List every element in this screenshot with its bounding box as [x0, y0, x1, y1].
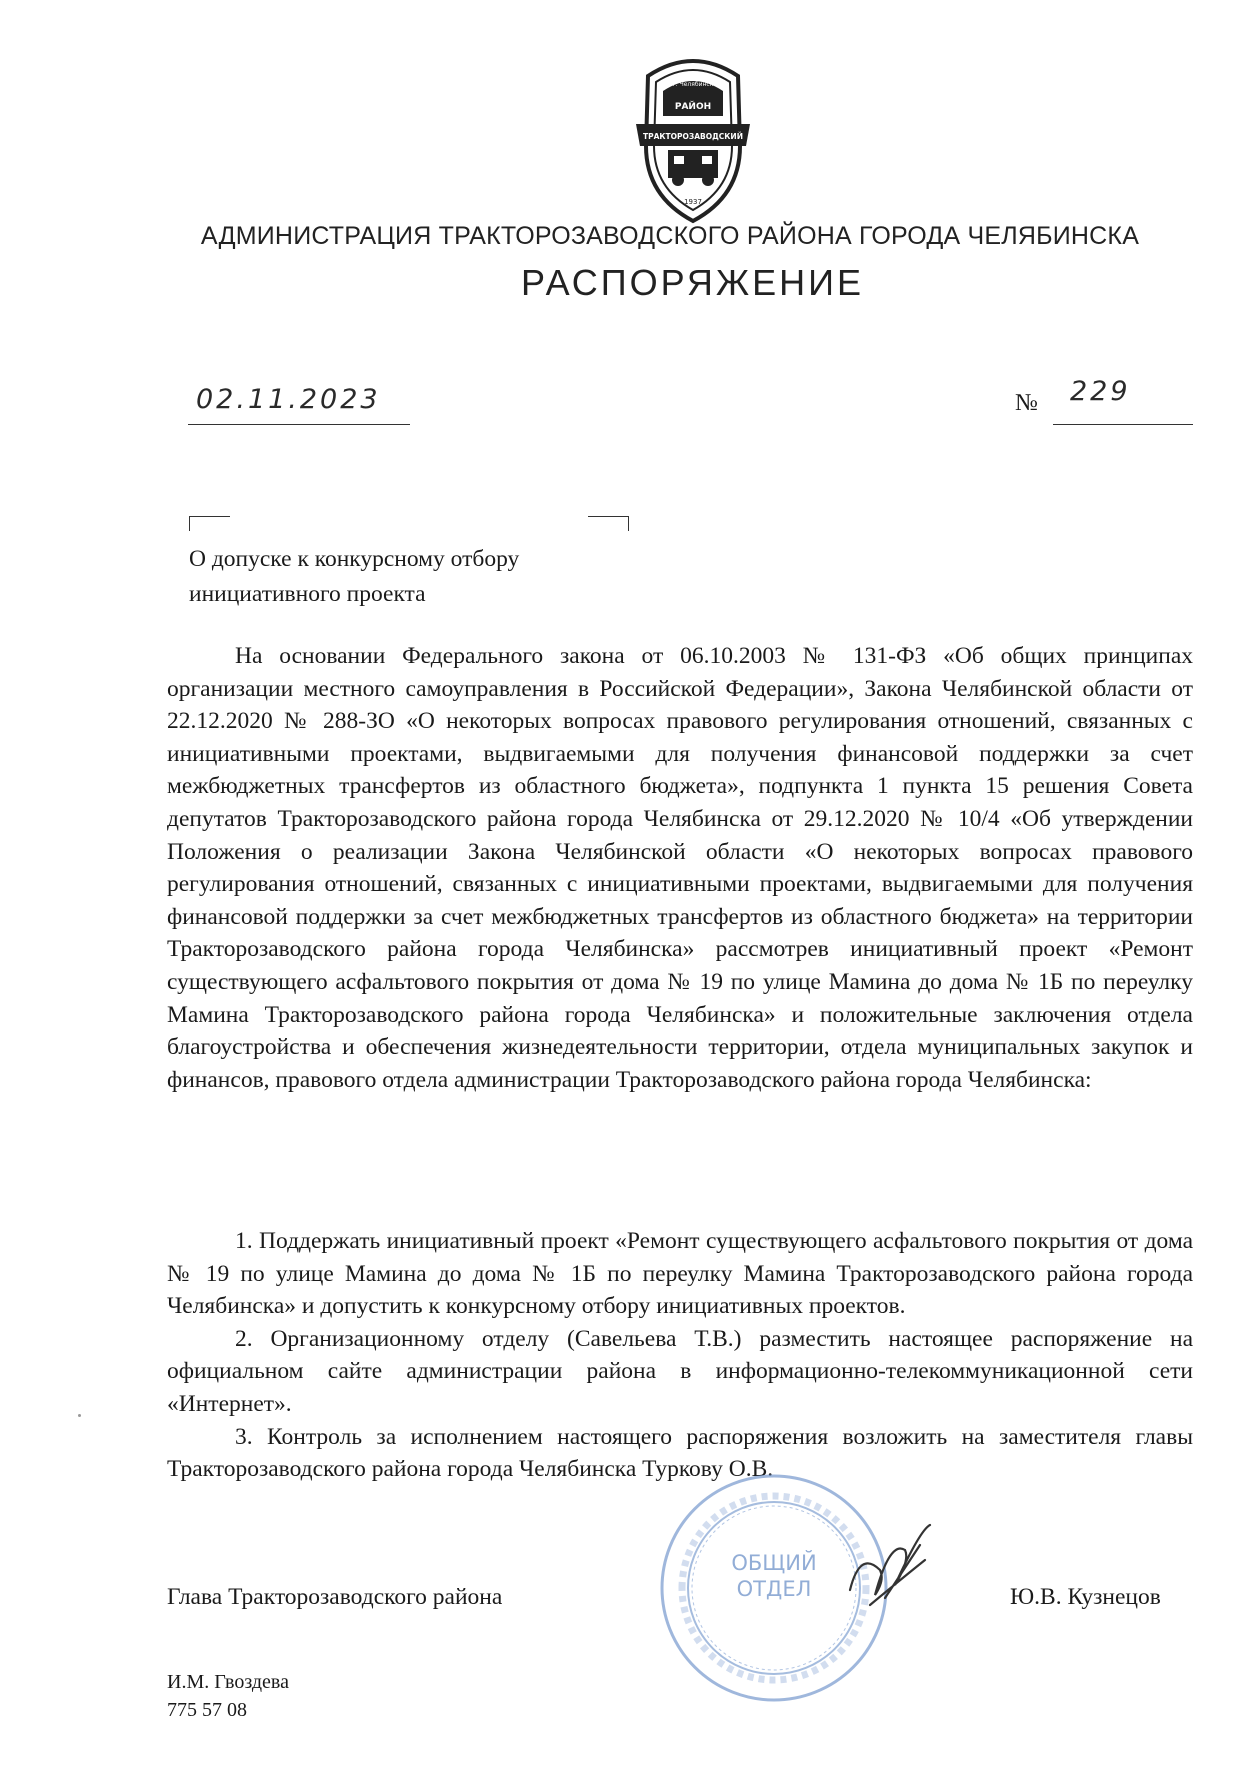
scan-artifact — [78, 1414, 81, 1417]
executor-name: И.М. Гвоздева — [167, 1671, 289, 1693]
document-subject — [189, 542, 629, 612]
order-item-1: 1. Поддержать инициативный проект «Ремонт существующего асфальтового покрытия от дома № 19 по улице Мамина до дома № 1Б по переулку Мамина Тракторозаводского района города Челябинска» и допустить к конкурсному отбору инициативных проектов. — [167, 1228, 1193, 1320]
emblem-caption: г. Челябинск — [672, 81, 714, 88]
document-type: РАСПОРЯЖЕНИЕ — [520, 262, 865, 303]
subject-corner-right — [588, 516, 629, 531]
emblem-year: 1937 — [684, 198, 702, 206]
preamble-paragraph: На основании Федерального закона от 06.10.2003 № 131-ФЗ «Об общих принципах организации местного самоуправления в Российской Федерации», Закона Челябинской области от 22.12.2020 № 288-ЗО «О некоторых вопросах правового регулирования отношений, связанных с инициативными проектами, выдвигаемыми для получения финансовой поддержки за счет межбюджетных трансфертов из областного бюджета», подпункта 1 пункта 15 решения Совета депутатов Тракторозаводского района города Челябинска от 29.12.2020 № 10/4 «Об утверждении Положения о реализации Закона Челябинской области «О некоторых вопросах правового регулирования отношений, связанных с инициативными проектами, выдвигаемыми для получения финансовой поддержки за счет межбюджетных трансфертов из областного бюджета» на территории Тракторозаводского района города Челябинска» рассмотрев инициативный проект «Ремонт существующего асфальтового покрытия от дома № 19 по улице Мамина до дома № 1Б по переулку Мамина Тракторозаводского района города Челябинска» и положительные заключения отдела благоустройства и обеспечения жизнедеятельности территории, отдела муниципальных закупок и финансов, правового отдела администрации Тракторозаводского района города Челябинска: — [167, 643, 1193, 1093]
subject-line-2: инициативного проекта — [189, 581, 426, 607]
signatory-position: Глава Тракторозаводского района — [167, 1584, 503, 1610]
emblem-word: РАЙОН — [674, 102, 712, 112]
document-number: 229 — [1070, 376, 1131, 407]
handwritten-signature — [830, 1510, 950, 1620]
organization-name: АДМИНИСТРАЦИЯ ТРАКТОРОЗАВОДСКОГО РАЙОНА ГОРОДА ЧЕЛЯБИНСКА — [200, 222, 1140, 250]
order-items — [167, 1225, 1193, 1486]
executor-block — [167, 1668, 289, 1724]
executor-phone: 775 57 08 — [167, 1699, 247, 1721]
number-label: № — [1015, 390, 1038, 416]
order-item-2: 2. Организационному отделу (Савельева Т.В.) разместить настоящее распоряжение на официальном сайте администрации района в информационно-телекоммуникационной сети «Интернет». — [167, 1325, 1193, 1417]
subject-corner-left — [189, 516, 230, 531]
subject-line-1: О допуске к конкурсному отбору — [189, 546, 520, 572]
stamp-text-1: ОБЩИЙ — [731, 1551, 817, 1575]
preamble — [167, 640, 1193, 1096]
document-date: 02.11.2023 — [196, 384, 381, 415]
stamp-text-2: ОТДЕЛ — [736, 1577, 812, 1601]
district-emblem — [618, 46, 768, 226]
signatory-name: Ю.В. Кузнецов — [1010, 1584, 1161, 1610]
order-item-3: 3. Контроль за исполнением настоящего распоряжения возложить на заместителя главы Тракторозаводского района города Челябинска Туркову О.В. — [167, 1423, 1193, 1483]
emblem-ribbon: ТРАКТОРОЗАВОДСКИЙ — [642, 132, 744, 141]
